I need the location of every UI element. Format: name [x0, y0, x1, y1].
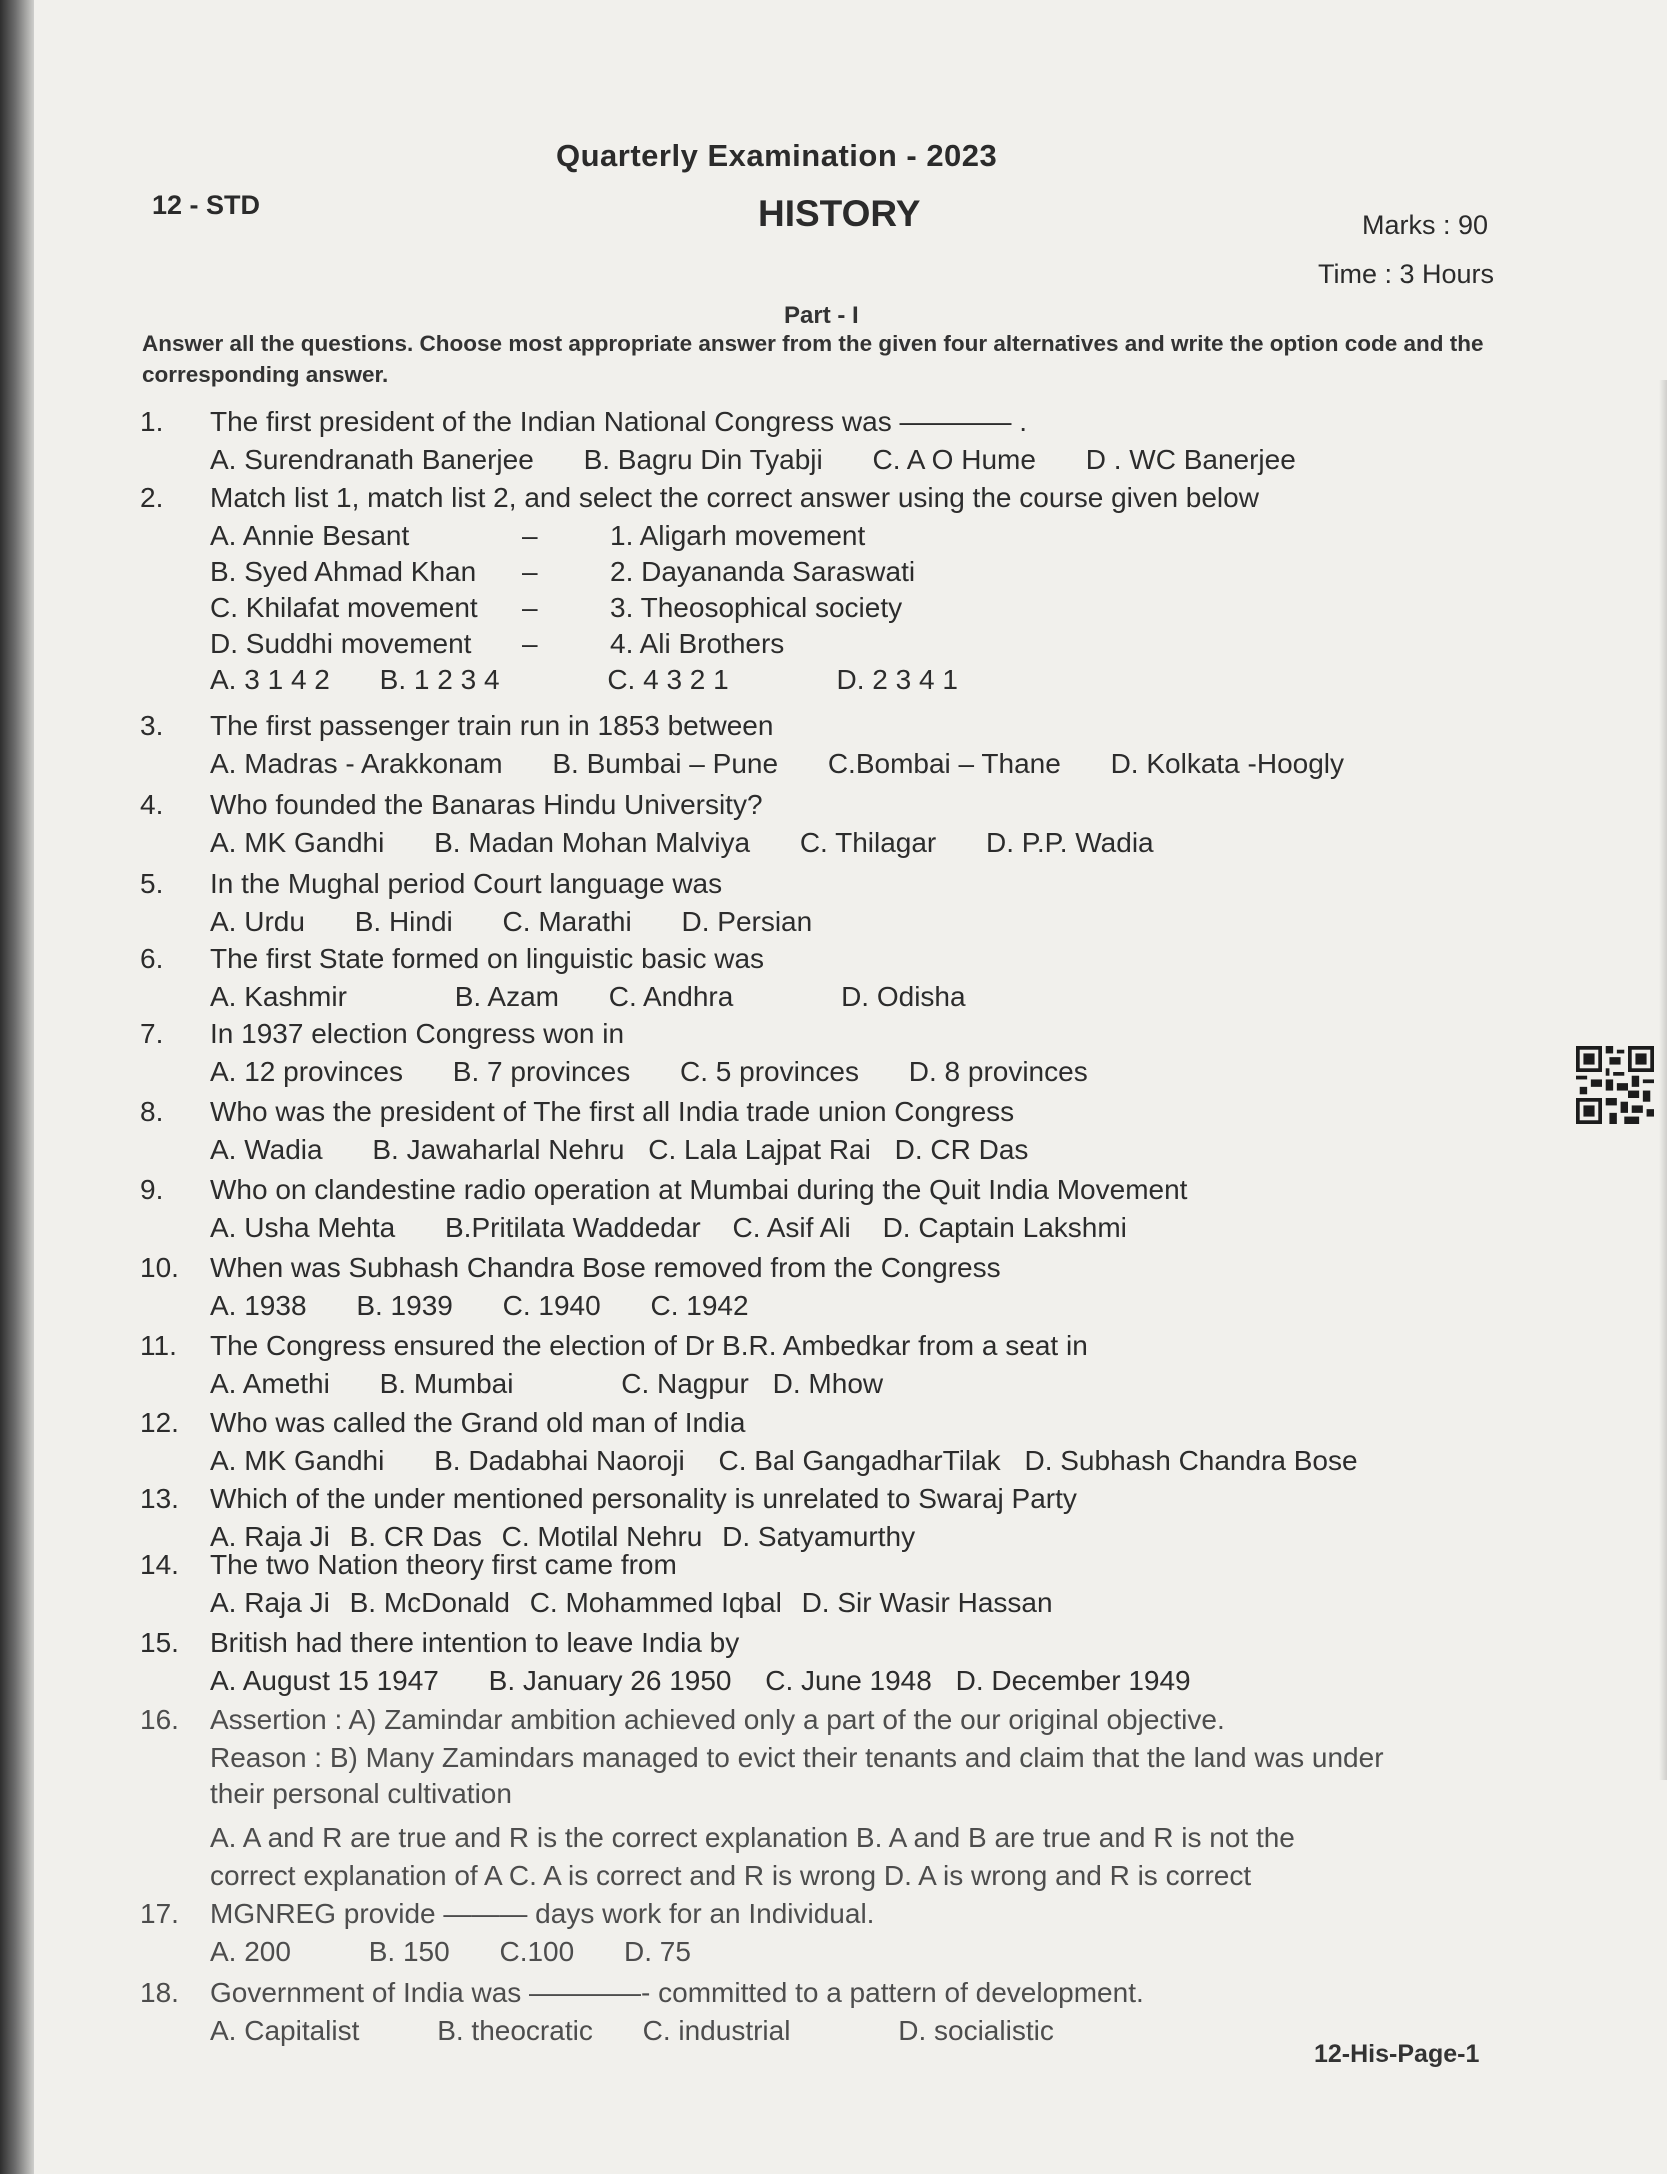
match-dash: – — [522, 628, 538, 659]
question-text: Which of the under mentioned personality is unrelated to Swaraj Party — [210, 1483, 1077, 1514]
option-c: C. 5 provinces — [679, 1056, 859, 1087]
match-left: A. Annie Besant — [210, 520, 410, 551]
question-text: The Congress ensured the election of Dr B.R. Ambedkar from a seat in — [210, 1330, 1088, 1361]
match-left: D. Suddhi movement — [210, 628, 472, 659]
option-d: D. 75 — [623, 1936, 691, 1967]
match-right: 2. Dayananda Saraswati — [610, 556, 916, 587]
option-b: B. 1939 — [356, 1290, 453, 1321]
question-number: 9. — [140, 1174, 164, 1205]
option-b: B.Pritilata Waddedar — [444, 1212, 701, 1243]
option-c: C.100 — [499, 1936, 575, 1967]
option-b: B. 7 provinces — [452, 1056, 631, 1087]
instructions: Answer all the questions. Choose most appropriate answer from the given four alternatives and write the option code and the corresponding answer. — [142, 331, 1484, 387]
question-number: 13. — [140, 1483, 179, 1514]
option-a: A. 3 1 4 2 — [210, 664, 330, 695]
match-right: 4. Ali Brothers — [610, 628, 785, 659]
option-a: A. MK Gandhi — [210, 1445, 385, 1476]
reason-line-1: Reason : B) Many Zamindars managed to evict their tenants and claim that the land was under — [210, 1742, 1384, 1773]
qr-code-icon — [1576, 1046, 1654, 1124]
options — [210, 1366, 883, 1402]
option-d: D. December 1949 — [955, 1665, 1191, 1696]
options — [210, 1132, 1028, 1168]
question-text: The first president of the Indian National Congress was ———— . — [210, 406, 1028, 437]
question-text: The first passenger train run in 1853 between — [210, 710, 774, 741]
question-text: In 1937 election Congress won in — [210, 1018, 625, 1049]
option-b: B. Madan Mohan Malviya — [434, 827, 751, 858]
option-c: C. A O Hume — [872, 444, 1036, 475]
option-d: D. P.P. Wadia — [986, 827, 1154, 858]
question-text: Who founded the Banaras Hindu University? — [210, 789, 763, 820]
standard-label: 12 - STD — [152, 190, 261, 220]
option-c: C. Marathi — [502, 906, 632, 937]
option-c: C. Bal GangadharTilak — [718, 1445, 1001, 1476]
assertion-options-line-1: A. A and R are true and R is the correct explanation B. A and B are true and R is not the — [210, 1822, 1295, 1853]
question-text: In the Mughal period Court language was — [210, 868, 723, 899]
question-text: When was Subhash Chandra Bose removed from the Congress — [210, 1252, 1001, 1283]
question-number: 6. — [140, 943, 164, 974]
option-c: C. 4 3 2 1 — [607, 664, 729, 695]
question-number: 16. — [140, 1704, 179, 1735]
time-label: Time : 3 Hours — [1318, 259, 1495, 289]
option-b: B. January 26 1950 — [488, 1665, 732, 1696]
question-number: 10. — [140, 1252, 179, 1283]
option-d: D. Mhow — [772, 1368, 884, 1399]
question-number: 1. — [140, 406, 164, 437]
question-number: 4. — [140, 789, 164, 820]
option-c: C. Asif Ali — [732, 1212, 851, 1243]
match-left: C. Khilafat movement — [210, 592, 478, 623]
match-left: B. Syed Ahmad Khan — [210, 556, 477, 587]
option-b: B. CR Das — [349, 1521, 482, 1552]
option-b: B. 1 2 3 4 — [379, 664, 500, 695]
question-text: Government of India was ————- committed to a pattern of development. — [210, 1977, 1144, 2008]
assertion-text: Assertion : A) Zamindar ambition achieved only a part of the our original objective. — [210, 1704, 1225, 1735]
option-d: D . WC Banerjee — [1085, 444, 1296, 475]
question-number: 12. — [140, 1407, 179, 1438]
option-d: D. Odisha — [841, 981, 966, 1012]
option-c: C.Bombai – Thane — [827, 748, 1061, 779]
option-a: A. Surendranath Banerjee — [210, 444, 534, 475]
question-number: 15. — [140, 1627, 179, 1658]
question-text: Who on clandestine radio operation at Mumbai during the Quit India Movement — [210, 1174, 1188, 1205]
option-a: A. 200 — [210, 1936, 291, 1967]
match-dash: – — [522, 520, 538, 551]
question-text: MGNREG provide ——— days work for an Individual. — [210, 1898, 875, 1929]
part-label: Part - I — [784, 302, 859, 329]
option-c: C. industrial — [642, 2015, 791, 2046]
option-a: A. Capitalist — [210, 2015, 360, 2046]
options — [210, 1443, 1358, 1479]
option-a: A. 1938 — [210, 1290, 307, 1321]
option-c: C. 1940 — [502, 1290, 601, 1321]
option-c: C. Andhra — [608, 981, 734, 1012]
option-d: D. Subhash Chandra Bose — [1024, 1445, 1358, 1476]
option-c: C. Motilal Nehru — [501, 1521, 703, 1552]
question-text: Who was called the Grand old man of India — [210, 1407, 746, 1438]
option-a: A. Raja Ji — [210, 1521, 330, 1552]
options — [210, 1585, 1053, 1621]
option-d: D. 8 provinces — [908, 1056, 1088, 1087]
option-d: D. Satyamurthy — [722, 1521, 916, 1552]
reason-line-2: their personal cultivation — [210, 1778, 512, 1809]
options — [210, 825, 1154, 861]
option-a: A. Usha Mehta — [210, 1212, 396, 1243]
scan-shadow-right — [1659, 380, 1667, 1780]
question-number: 14. — [140, 1549, 179, 1580]
question-text: British had there intention to leave India by — [210, 1627, 740, 1658]
match-dash: – — [522, 556, 538, 587]
option-c: C. Nagpur — [621, 1368, 749, 1399]
exam-title: Quarterly Examination - 2023 — [556, 138, 998, 173]
option-b: B. Bumbai – Pune — [552, 748, 779, 779]
page-footer: 12-His-Page-1 — [1314, 2040, 1480, 2068]
option-d: D. Sir Wasir Hassan — [801, 1587, 1053, 1618]
option-b: B. 150 — [368, 1936, 450, 1967]
question-number: 17. — [140, 1898, 179, 1929]
option-a: A. Urdu — [210, 906, 305, 937]
question-number: 7. — [140, 1018, 164, 1049]
option-c: C. Lala Lajpat Rai — [648, 1134, 871, 1165]
option-a: A. Kashmir — [210, 981, 347, 1012]
question-text: The first State formed on linguistic basic was — [210, 943, 765, 974]
scan-shadow-left — [0, 0, 34, 2174]
subject-title: HISTORY — [758, 193, 921, 234]
question-text: Match list 1, match list 2, and select the correct answer using the course given below — [210, 482, 1259, 513]
option-c: C. Thilagar — [799, 827, 937, 858]
match-dash: – — [522, 592, 538, 623]
question-number: 3. — [140, 710, 164, 741]
options — [210, 1054, 1088, 1090]
question-number: 5. — [140, 868, 164, 899]
option-d: C. 1942 — [650, 1290, 749, 1321]
question-text: Who was the president of The first all India trade union Congress — [210, 1096, 1015, 1127]
option-c: C. June 1948 — [765, 1665, 932, 1696]
option-b: B. Mumbai — [379, 1368, 514, 1399]
question-number: 18. — [140, 1977, 179, 2008]
options — [210, 2013, 1054, 2049]
match-right: 3. Theosophical society — [610, 592, 903, 623]
option-b: B. theocratic — [437, 2015, 593, 2046]
option-b: B. Hindi — [354, 906, 453, 937]
question-number: 8. — [140, 1096, 164, 1127]
options — [210, 1210, 1127, 1246]
option-d: D. Captain Lakshmi — [882, 1212, 1127, 1243]
option-d: D. Persian — [681, 906, 813, 937]
options — [210, 442, 1296, 478]
option-a: A. 12 provinces — [210, 1056, 403, 1087]
options — [210, 1934, 691, 1970]
option-c: C. Mohammed Iqbal — [529, 1587, 782, 1618]
option-d: D. Kolkata -Hoogly — [1110, 748, 1345, 779]
option-a: A. Madras - Arakkonam — [210, 748, 503, 779]
options — [210, 662, 958, 698]
options — [210, 746, 1344, 782]
match-right: 1. Aligarh movement — [610, 520, 866, 551]
options — [210, 979, 966, 1015]
option-a: A. Amethi — [210, 1368, 330, 1399]
question-text: The two Nation theory first came from — [210, 1549, 677, 1580]
option-a: A. Wadia — [210, 1134, 323, 1165]
option-b: B. Bagru Din Tyabji — [583, 444, 823, 475]
option-a: A. August 15 1947 — [210, 1665, 439, 1696]
option-d: D. 2 3 4 1 — [836, 664, 958, 695]
option-d: D. CR Das — [894, 1134, 1029, 1165]
marks-label: Marks : 90 — [1362, 210, 1489, 240]
option-a: A. MK Gandhi — [210, 827, 385, 858]
option-b: B. Azam — [454, 981, 559, 1012]
option-d: D. socialistic — [898, 2015, 1054, 2046]
option-b: B. McDonald — [349, 1587, 510, 1618]
option-a: A. Raja Ji — [210, 1587, 330, 1618]
option-b: B. Dadabhai Naoroji — [434, 1445, 685, 1476]
options — [210, 1663, 1191, 1699]
options — [210, 1288, 749, 1324]
question-number: 11. — [140, 1330, 177, 1361]
assertion-options-line-2: correct explanation of A C. A is correct and R is wrong D. A is wrong and R is correct — [210, 1860, 1252, 1891]
question-number: 2. — [140, 482, 164, 513]
options — [210, 904, 812, 940]
option-b: B. Jawaharlal Nehru — [372, 1134, 625, 1165]
